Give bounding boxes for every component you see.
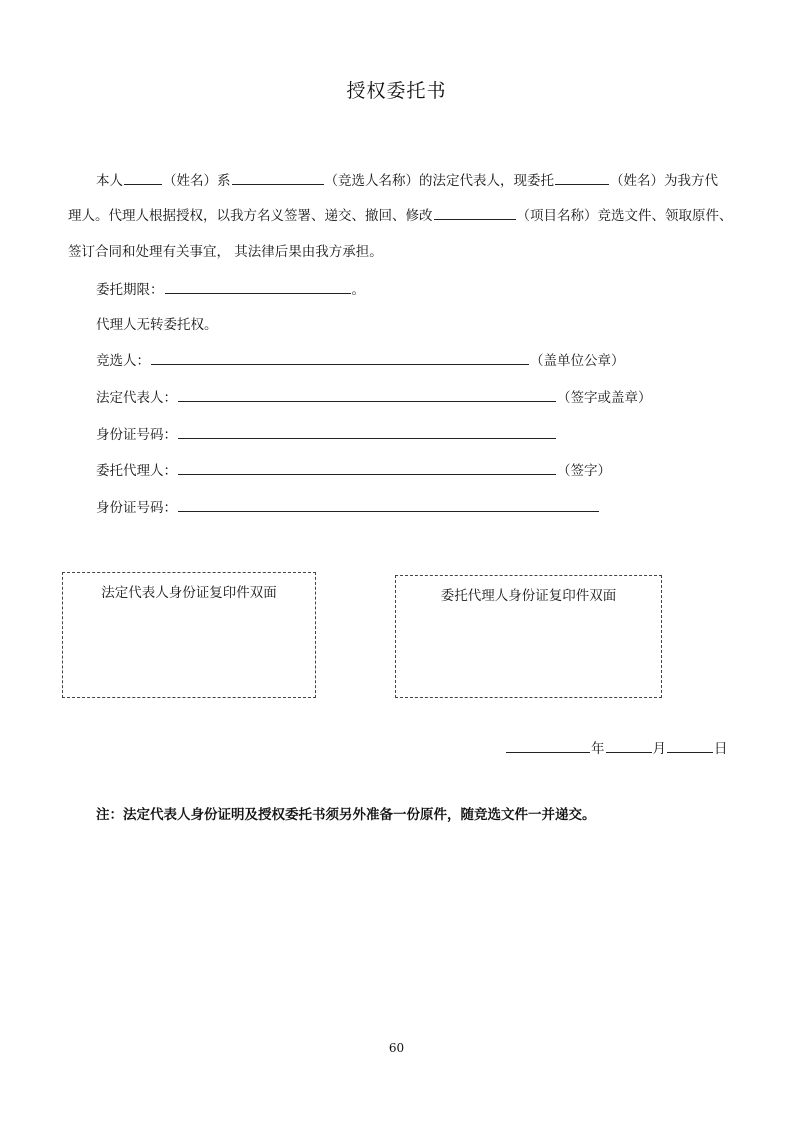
year-blank (506, 738, 590, 753)
legal-rep-label: 法定代表人： (96, 390, 177, 406)
paragraph-line-2 (68, 205, 733, 226)
text-segment: 本人 (96, 173, 123, 189)
paragraph-line-3: 签订合同和处理有关事宜， 其法律后果由我方承担。 (68, 244, 383, 260)
footnote: 注：法定代表人身份证明及授权委托书须另外准备一份原件，随竞选文件一并递交。 (96, 807, 596, 823)
id-line-2 (96, 497, 600, 518)
box-title: 委托代理人身份证复印件双面 (440, 588, 617, 604)
agent-note: （签字） (557, 463, 611, 479)
text-segment: （项目名称）竞选文件、领取原件、 (516, 208, 733, 224)
day-blank (667, 738, 713, 753)
bidder-note: （盖单位公章） (530, 353, 625, 369)
id-blank (178, 497, 599, 512)
text-segment: 理人。代理人根据授权，以我方名义签署、递交、撤回、修改 (68, 208, 433, 224)
box-title: 法定代表人身份证复印件双面 (101, 585, 277, 601)
id-blank (178, 424, 556, 439)
agent-name-blank (555, 170, 609, 185)
legal-rep-blank (178, 387, 556, 402)
id-label: 身份证号码： (96, 427, 177, 443)
month-blank (606, 738, 652, 753)
document-title: 授权委托书 (346, 80, 447, 102)
term-label: 委托期限： (96, 282, 164, 298)
no-sub-delegation: 代理人无转委托权。 (96, 317, 218, 333)
text-segment: （姓名）为我方代 (610, 173, 718, 189)
project-name-blank (434, 205, 516, 220)
bidder-line (96, 350, 625, 371)
bidder-blank (151, 350, 529, 365)
agent-line (96, 460, 611, 481)
legal-rep-id-copy-box (62, 572, 316, 698)
name-blank (124, 170, 162, 185)
legal-rep-line (96, 387, 652, 408)
agent-blank (178, 460, 556, 475)
text-segment: （竞选人名称）的法定代表人，现委托 (324, 173, 554, 189)
day-label: 日 (714, 741, 728, 757)
agent-id-copy-box (395, 575, 662, 698)
month-label: 月 (652, 741, 666, 757)
page-number: 60 (388, 1041, 405, 1055)
text-segment: （姓名）系 (163, 173, 231, 189)
date-line (505, 737, 728, 757)
term-line (96, 279, 365, 300)
term-blank (165, 279, 351, 294)
term-end: 。 (351, 282, 365, 298)
year-label: 年 (591, 741, 605, 757)
legal-rep-note: （签字或盖章） (557, 390, 652, 406)
paragraph-line-1 (96, 170, 718, 191)
bidder-label: 竞选人： (96, 353, 150, 369)
bidder-name-blank (232, 170, 324, 185)
id-line-1 (96, 424, 557, 445)
agent-label: 委托代理人： (96, 463, 177, 479)
id-label: 身份证号码： (96, 500, 177, 516)
